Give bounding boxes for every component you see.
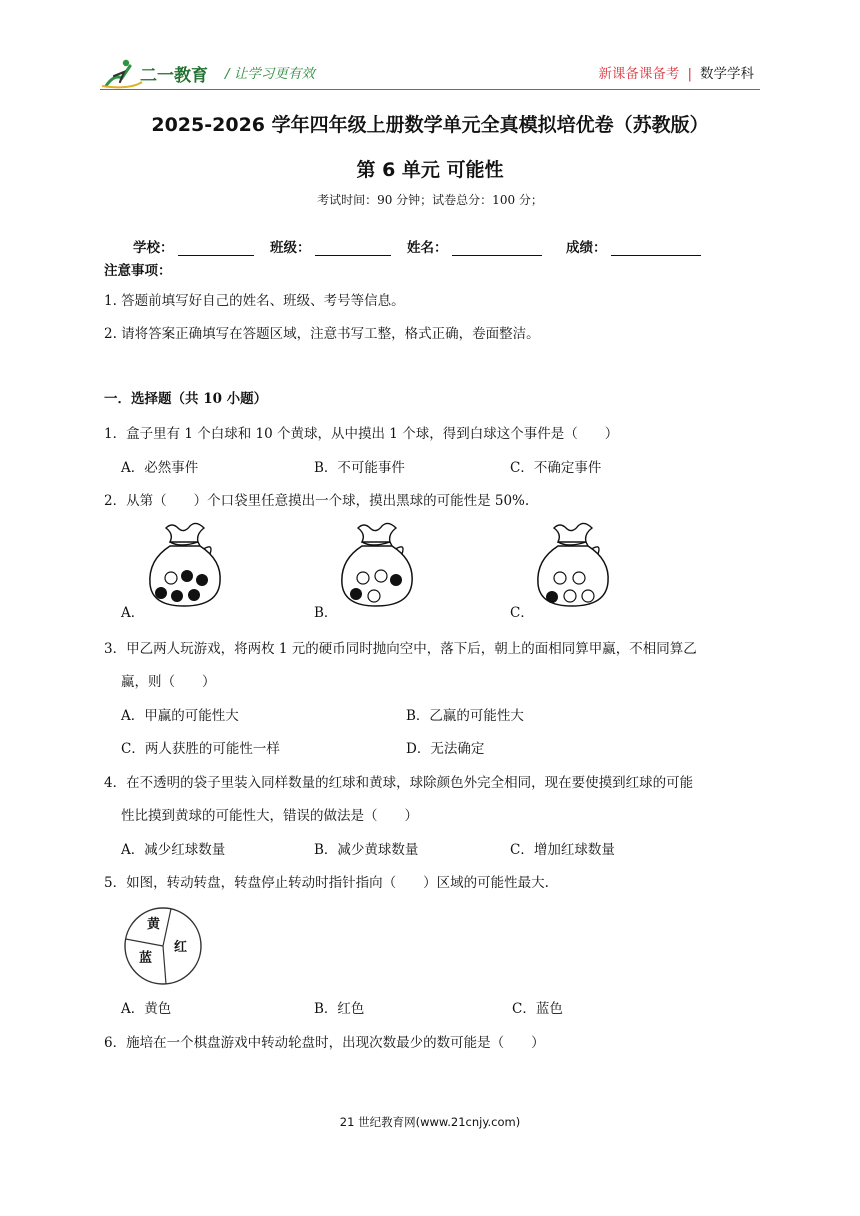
option-b[interactable]: B．红色 xyxy=(314,1001,365,1017)
ball-bag-a-icon xyxy=(144,520,226,612)
header-right xyxy=(598,62,754,82)
option-a[interactable]: A．减少红球数量 xyxy=(121,842,226,858)
score-blank[interactable] xyxy=(611,241,701,256)
class-field[interactable] xyxy=(270,236,391,256)
spinner-label-blue: 蓝 xyxy=(139,951,153,966)
school-blank[interactable] xyxy=(178,241,254,256)
option-b[interactable]: B．不可能事件 xyxy=(314,460,405,476)
name-field[interactable] xyxy=(407,236,542,256)
header-rule xyxy=(100,89,760,90)
school-label: 学校： xyxy=(133,240,174,256)
option-c[interactable]: C．增加红球数量 xyxy=(510,842,615,858)
option-b[interactable]: B． xyxy=(314,605,338,621)
ball-bag-b-icon xyxy=(336,520,418,612)
question-4: 4．在不透明的袋子里装入同样数量的红球和黄球，球除颜色外完全相同，现在要使摸到红球的可能 xyxy=(104,775,694,791)
notice-item: 2. 请将答案正确填写在答题区域，注意书写工整，格式正确，卷面整洁。 xyxy=(104,326,540,342)
option-b[interactable]: B．乙赢的可能性大 xyxy=(406,708,524,724)
name-blank[interactable] xyxy=(452,241,542,256)
logo-text: 二一教育 xyxy=(140,66,208,86)
question-1: 1．盒子里有 1 个白球和 10 个黄球，从中摸出 1 个球，得到白球这个事件是（ ） xyxy=(104,426,619,442)
header-subject: 数学学科 xyxy=(700,66,754,82)
class-blank[interactable] xyxy=(315,241,391,256)
question-3: 3．甲乙两人玩游戏，将两枚 1 元的硬币同时抛向空中，落下后，朝上的面相同算甲赢，不相同算乙 xyxy=(104,641,697,657)
option-a[interactable]: A．甲赢的可能性大 xyxy=(121,708,239,724)
option-d[interactable]: D．无法确定 xyxy=(406,741,485,757)
unit-title: 第 6 单元 可能性 xyxy=(356,159,504,181)
exam-info: 考试时间：90 分钟；试卷总分：100 分； xyxy=(317,193,543,207)
ball-bag-c-icon xyxy=(532,520,614,612)
option-c[interactable]: C．两人获胜的可能性一样 xyxy=(121,741,280,757)
notice-item: 1. 答题前填写好自己的姓名、班级、考号等信息。 xyxy=(104,293,405,309)
notice-heading: 注意事项： xyxy=(104,263,172,279)
spinner-icon xyxy=(122,905,204,987)
option-a[interactable]: A．必然事件 xyxy=(121,460,199,476)
option-a[interactable]: A．黄色 xyxy=(121,1001,172,1017)
score-field[interactable] xyxy=(566,236,701,256)
page-title: 2025-2026 学年四年级上册数学单元全真模拟培优卷（苏教版） xyxy=(151,114,709,136)
spinner-label-yellow: 黄 xyxy=(147,917,161,932)
question-2: 2．从第（ ）个口袋里任意摸出一个球，摸出黑球的可能性是 50%. xyxy=(104,493,530,509)
slogan: / 让学习更有效 xyxy=(225,66,315,82)
question-3-cont: 赢，则（ ） xyxy=(121,674,216,690)
class-label: 班级： xyxy=(270,240,311,256)
brand-logo xyxy=(100,56,218,90)
question-4-cont: 性比摸到黄球的可能性大，错误的做法是（ ） xyxy=(121,808,418,824)
option-a[interactable]: A． xyxy=(121,605,145,621)
section-heading: 一．选择题（共 10 小题） xyxy=(104,391,268,407)
option-c[interactable]: C．蓝色 xyxy=(512,1001,563,1017)
spinner-label-red: 红 xyxy=(174,940,188,955)
name-label: 姓名： xyxy=(407,240,448,256)
question-5: 5．如图，转动转盘，转盘停止转动时指针指向（ ）区域的可能性最大. xyxy=(104,875,549,891)
header-separator: | xyxy=(687,66,692,82)
option-b[interactable]: B．减少黄球数量 xyxy=(314,842,419,858)
school-field[interactable] xyxy=(133,236,254,256)
option-c[interactable]: C．不确定事件 xyxy=(510,460,602,476)
page-footer: 21 世纪教育网(www.21cnjy.com) xyxy=(339,1115,521,1129)
option-c[interactable]: C． xyxy=(510,605,534,621)
score-label: 成绩： xyxy=(566,240,607,256)
question-6: 6．施培在一个棋盘游戏中转动轮盘时，出现次数最少的数可能是（ ） xyxy=(104,1035,545,1051)
header-tag: 新课备课备考 xyxy=(598,66,680,82)
